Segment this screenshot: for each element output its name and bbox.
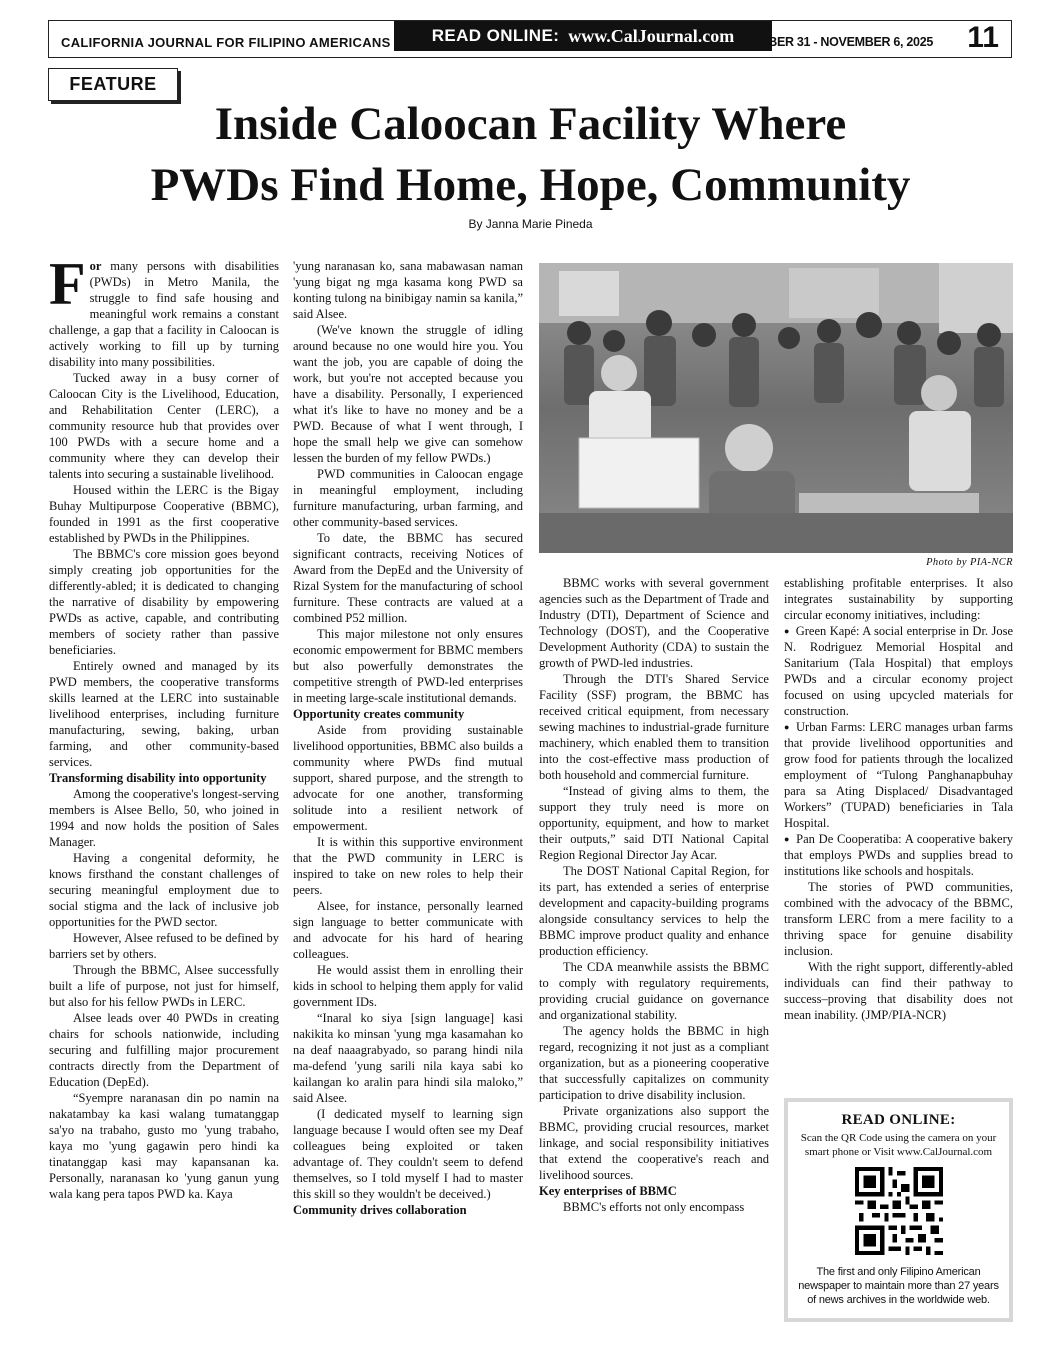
paragraph: The CDA meanwhile assists the BBMC to comply with regulatory requirements, providing crucial guidance on governance and organizational stability. (539, 960, 769, 1022)
subheading: Community drives collaboration (293, 1203, 467, 1217)
page-number: 11 (967, 21, 999, 54)
bullet-item: ● Urban Farms: LERC manages urban farms that provide livelihood opportunities and grow food for patients through the localized employment of “Tulong Panghanapbuhay para sa Ating Displaced/ Disadvantaged Workers” (TUPAD) beneficiaries in Tala Hospital. (784, 719, 1013, 831)
byline: By Janna Marie Pineda (468, 217, 593, 231)
group-photo-image (539, 263, 1013, 553)
read-online-title: READ ONLINE: (841, 1112, 956, 1128)
paragraph: The stories of PWD communities, combined with the advocacy of the BBMC, transform LERC from a mere facility to a thriving space for genuine disability inclusion. (784, 880, 1013, 958)
paragraph: Through the DTI's Shared Service Facility (SSF) program, the BBMC has received critical equipment, from necessary sewing machines to industrial-grade furniture machinery, which enabled them to transition into the cost-effective mass production of both household and commercial furniture. (539, 672, 769, 782)
qr-code-icon[interactable] (855, 1167, 943, 1255)
paragraph: Through the BBMC, Alsee successfully built a life of purpose, not just for himself, but also for his fellow PWDs in LERC. (49, 963, 279, 1009)
lead-paragraph (49, 251, 279, 370)
paragraph: Among the cooperative's longest-serving members is Alsee Bello, 50, who joined in 1994 and now holds the position of Sales Manager. (49, 787, 279, 849)
paragraph: Private organizations also support the BBMC, providing crucial resources, market linkage, and social responsibility initiatives that extend the cooperative's reach and livelihood sources. (539, 1104, 769, 1182)
headline-line-2: PWDs Find Home, Hope, Community (150, 159, 911, 211)
read-online-label: READ ONLINE: (431, 26, 560, 45)
paragraph: Tucked away in a busy corner of Caloocan City is the Livelihood, Education, and Rehabilitation Center (LERC), a community resource hub that provides over 100 PWDs with a secure home and a community where they can develop their talents into securing a sustainable livelihood. (49, 371, 279, 481)
lead-text: many persons with disabilities (PWDs) in Metro Manila, the struggle to find safe housing and meaningful work remains a constant challenge, a gap that a facility in Caloocan is actively working to fill up by turning disability into many possibilities. (49, 259, 279, 369)
paragraph: 'yung naranasan ko, sana mabawasan naman 'yung bigat ng mga kasama kong PWD sa konting tulong na binibigay namin sa kanila,” said Alsee. (293, 259, 523, 321)
issue-date: OCTOBER 31 - NOVEMBER 6, 2025 (733, 35, 933, 49)
subheading: Key enterprises of BBMC (539, 1184, 677, 1198)
paragraph: This major milestone not only ensures economic empowerment for BBMC members but also powerfully demonstrates the competitive strength of PWD-led enterprises in meeting large-scale institutional demands. (293, 627, 523, 705)
paragraph: It is within this supportive environment that the PWD community in LERC is inspired to take on new roles to help their peers. (293, 835, 523, 897)
paragraph: “Inaral ko siya [sign language] kasi nakikita ko minsan 'yung mga kasamahan ko na deaf naaagrabyado, so parang hindi nila ma-defend 'yung sarili nila kaya sabi ko kailangan ko aralin para hindi sila maloko,” said Alsee. (293, 1011, 523, 1105)
read-online-box (784, 1098, 1013, 1322)
paragraph: “Syempre naranasan din po namin na nakatambay ka kasi walang tumatanggap sa'yo na trabaho, gusto mo 'yung trabaho, kaya mo 'yung gagawin pero hindi ka tinatanggap kasi may kapansanan ka. Personally, naranasan ko 'yung ganun yung wala kang pera tapos PWD ka. Kaya (49, 1091, 279, 1201)
paragraph: With the right support, differently-abled individuals can find their pathway to success–proving that disability does not mean inability. (JMP/PIA-NCR) (784, 960, 1013, 1022)
paragraph: The agency holds the BBMC in high regard, recognizing it not just as a compliant organization, but as a pioneering cooperative that successfully capitalizes on community participation to drive disability inclusion. (539, 1024, 769, 1102)
feature-photo (539, 263, 1013, 553)
paragraph: (I dedicated myself to learning sign language because I would often see my Deaf colleagues being exploited or taken advantage of. They couldn't seem to defend themselves, so I told myself I had to master this skill so they wouldn't be deceived.) (293, 1107, 523, 1201)
section-label: FEATURE (48, 68, 178, 101)
paragraph: Entirely owned and managed by its PWD members, the cooperative transforms skills learned at the LERC into sustainable livelihood enterprises, including furniture manufacturing, sewing, baking, urban farming, and other community-based services. (49, 659, 279, 769)
paragraph: BBMC's efforts not only encompass (563, 1200, 745, 1214)
read-online-footer: The first and only Filipino American newspaper to maintain more than 27 years of news archives in the worldwide web. (798, 1266, 999, 1306)
masthead (48, 20, 1012, 58)
paragraph: PWD communities in Caloocan engage in meaningful employment, including furniture manufacturing, urban farming, and other community-based services. (293, 467, 523, 529)
paragraph: To date, the BBMC has secured significant contracts, receiving Notices of Award from the DepEd and the University of Rizal System for the manufacturing of school furniture. These contracts are valued at a combined P52 million. (293, 531, 523, 625)
read-online-banner[interactable] (394, 21, 772, 51)
paragraph: Alsee leads over 40 PWDs in creating chairs for schools nationwide, including securing and fulfilling major procurement contracts directly from the Department of Education (DepEd). (49, 1011, 279, 1089)
article-column-2 (293, 258, 523, 1218)
paragraph: The DOST National Capital Region, for its part, has extended a series of enterprise development and capacity-building programs alongside consultancy services to help the BBMC improve product quality and enhance production efficiency. (539, 864, 769, 958)
article-column-4 (784, 575, 1013, 1023)
paragraph: “Instead of giving alms to them, the support they truly need is more on opportunity, equipment, and how to market their outputs,” said DTI National Capital Region Regional Director Jay Acar. (539, 784, 769, 862)
drop-cap: F (49, 251, 86, 317)
paragraph: (We've known the struggle of idling around because no one would hire you. You want the job, you are capable of doing the work, but you're not accepted because you have a disability. Personally, I experienced what it's like to have no money and be a PWD. Because of what I went through, I hope the small help we give can somehow lessen the burden of my fellow PWDs.) (293, 323, 523, 465)
newspaper-name: CALIFORNIA JOURNAL FOR FILIPINO AMERICANS (61, 35, 391, 50)
bullet-item: ● Pan De Cooperatiba: A cooperative bakery that employs PWDs and supplies bread to institutions like schools and hospitals. (784, 831, 1013, 879)
photo-credit: Photo by PIA-NCR (926, 557, 1013, 568)
headline-line-1: Inside Caloocan Facility Where (214, 98, 847, 150)
paragraph: He would assist them in enrolling their kids in school to helping them apply for valid government IDs. (293, 963, 523, 1009)
paragraph: establishing profitable enterprises. It also integrates sustainability by supporting circular economy initiatives, including: (784, 576, 1013, 622)
paragraph: However, Alsee refused to be defined by barriers set by others. (49, 931, 279, 961)
paragraph: Aside from providing sustainable livelihood opportunities, BBMC also builds a community where PWDs find mutual support, shared purpose, and the strength to advocate for one another, transforming solitude into a resilient network of empowerment. (293, 723, 523, 833)
paragraph: BBMC works with several government agencies such as the Department of Trade and Industry (DTI), Department of Science and Technology (DOST), and the Cooperative Development Authority (CDA) to sustain the growth of PWD-led industries. (539, 576, 769, 670)
website-link[interactable]: www.CalJournal.com (568, 25, 735, 46)
subheading: Opportunity creates community (293, 707, 465, 721)
read-online-instructions: Scan the QR Code using the camera on your smart phone or Visit www.CalJournal.com (800, 1132, 997, 1158)
article-column-3 (539, 575, 769, 1215)
paragraph: Alsee, for instance, personally learned sign language to better communicate with and advocate for his hard of hearing colleagues. (293, 899, 523, 961)
paragraph: Having a congenital deformity, he knows firsthand the constant challenges of securing meaningful employment due to social stigma and the lack of inclusive job opportunities for the PWD sector. (49, 851, 279, 929)
subheading: Transforming disability into opportunity (49, 771, 267, 785)
lead-bold: or (89, 259, 102, 273)
paragraph: The BBMC's core mission goes beyond simply creating job opportunities for the differently-abled; it is dedicated to changing the narrative of disability by empowering PWDs as active, capable, and contributing members of society rather than passive beneficiaries. (49, 547, 279, 657)
article-column-1 (49, 251, 279, 1202)
bullet-item: ● Green Kapé: A social enterprise in Dr. Jose N. Rodriguez Memorial Hospital and Sanitarium (Tala Hospital) that employs PWDs and a circular economy project focused on using upcycled materials for construction. (784, 623, 1013, 719)
paragraph: Housed within the LERC is the Bigay Buhay Multipurpose Cooperative (BBMC), founded in 1991 as the first cooperative established by PWDs in the Philippines. (49, 483, 279, 545)
